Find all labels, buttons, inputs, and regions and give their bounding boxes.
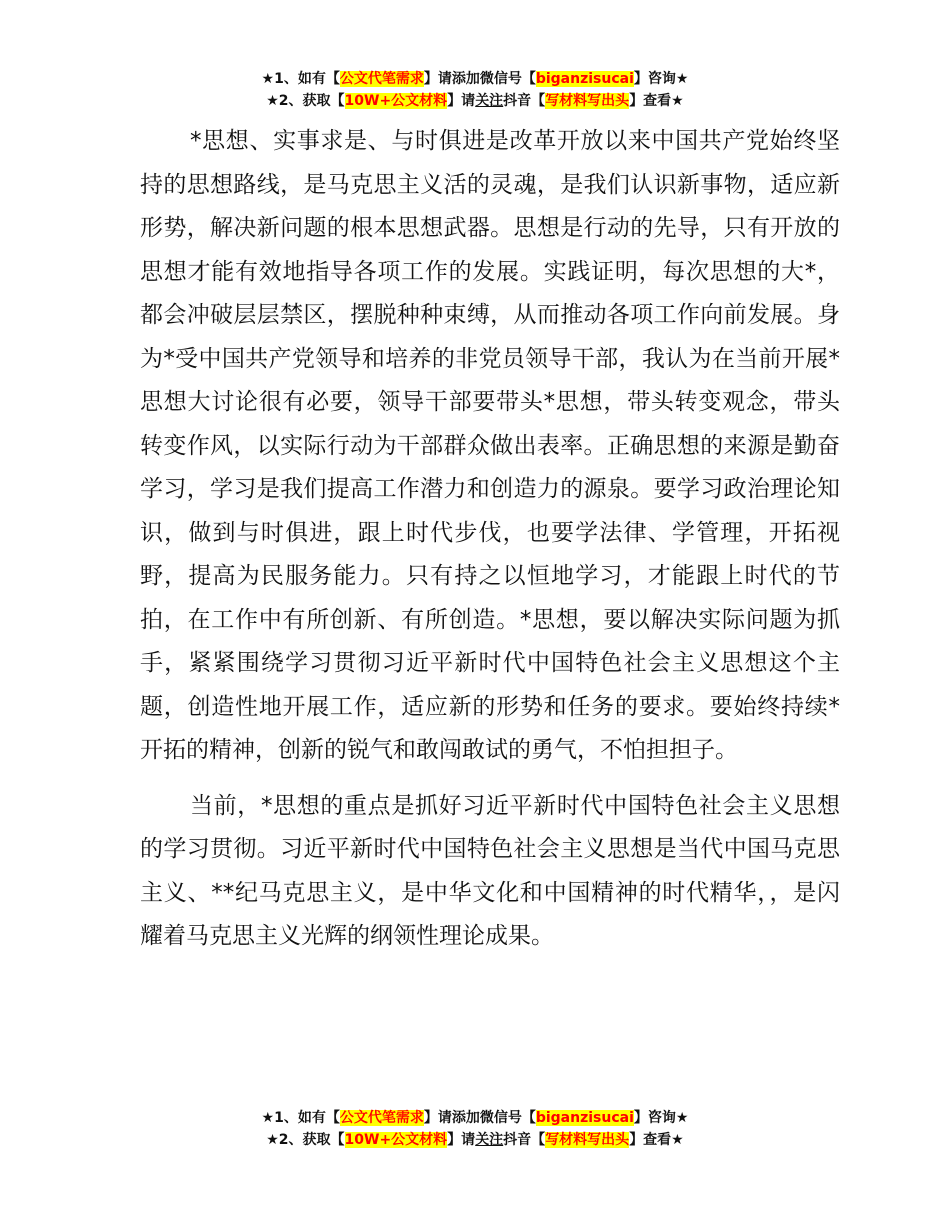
banner-text: ★2、获取【 — [266, 1132, 345, 1148]
douyin-account-highlight: 写材料写出头 — [545, 93, 630, 109]
header-banner — [0, 68, 950, 112]
document-body — [140, 120, 840, 959]
banner-highlight: 10W+公文材料 — [344, 93, 448, 109]
banner-highlight: 公文代笔需求 — [339, 71, 424, 87]
banner-text: 抖音【 — [503, 1132, 546, 1148]
banner-line-2 — [0, 1129, 950, 1151]
wechat-id-highlight: biganzisucai — [535, 71, 634, 87]
banner-underline: 关注 — [475, 93, 504, 109]
body-paragraph-1: *思想、实事求是、与时俱进是改革开放以来中国共产党始终坚持的思想路线，是马克思主义活的灵魂，是我们认识新事物，适应新形势，解决新问题的根本思想武器。思想是行动的先导，只有开放的思想才能有效地指导各项工作的发展。实践证明，每次思想的大*，都会冲破层层禁区，摆脱种种束缚，从而推动各项工作向前发展。身为*受中国共产党领导和培养的非党员领导干部，我认为在当前开展*思想大讨论很有必要，领导干部要带头*思想，带头转变观念，带头转变作风，以实际行动为干部群众做出表率。正确思想的来源是勤奋学习，学习是我们提高工作潜力和创造力的源泉。要学习政治理论知识，做到与时俱进，跟上时代步伐，也要学法律、学管理，开拓视野，提高为民服务能力。只有持之以恒地学习，才能跟上时代的节拍，在工作中有所创新、有所创造。*思想，要以解决实际问题为抓手，紧紧围绕学习贯彻习近平新时代中国特色社会主义思想这个主题，创造性地开展工作，适应新的形势和任务的要求。要始终持续*开拓的精神，创新的锐气和敢闯敢试的勇气，不怕担担子。 — [140, 128, 840, 763]
banner-line-1 — [0, 1107, 950, 1129]
banner-text: 】请 — [447, 1132, 476, 1148]
banner-text: 】请添加微信号【 — [423, 71, 536, 87]
banner-text: 】请 — [447, 93, 476, 109]
banner-text: 】咨询★ — [633, 71, 689, 87]
banner-line-1 — [0, 68, 950, 90]
douyin-account-highlight: 写材料写出头 — [545, 1132, 630, 1148]
banner-text: 】请添加微信号【 — [423, 1110, 536, 1126]
wechat-id-highlight: biganzisucai — [535, 1110, 634, 1126]
banner-text: ★1、如有【 — [261, 1110, 340, 1126]
footer-banner — [0, 1107, 950, 1151]
banner-underline: 关注 — [475, 1132, 504, 1148]
banner-highlight: 10W+公文材料 — [344, 1132, 448, 1148]
banner-text: 抖音【 — [503, 93, 546, 109]
banner-text: ★1、如有【 — [261, 71, 340, 87]
banner-text: 】查看★ — [629, 1132, 684, 1148]
banner-highlight: 公文代笔需求 — [339, 1110, 424, 1126]
body-paragraph-2: 当前，*思想的重点是抓好习近平新时代中国特色社会主义思想的学习贯彻。习近平新时代中国特色社会主义思想是当代中国马克思主义、**纪马克思主义，是中华文化和中国精神的时代精华，，是闪耀着马克思主义光辉的纲领性理论成果。 — [140, 792, 840, 949]
banner-text: 】查看★ — [629, 93, 684, 109]
banner-text: ★2、获取【 — [266, 93, 345, 109]
banner-text: 】咨询★ — [633, 1110, 689, 1126]
banner-line-2 — [0, 90, 950, 112]
